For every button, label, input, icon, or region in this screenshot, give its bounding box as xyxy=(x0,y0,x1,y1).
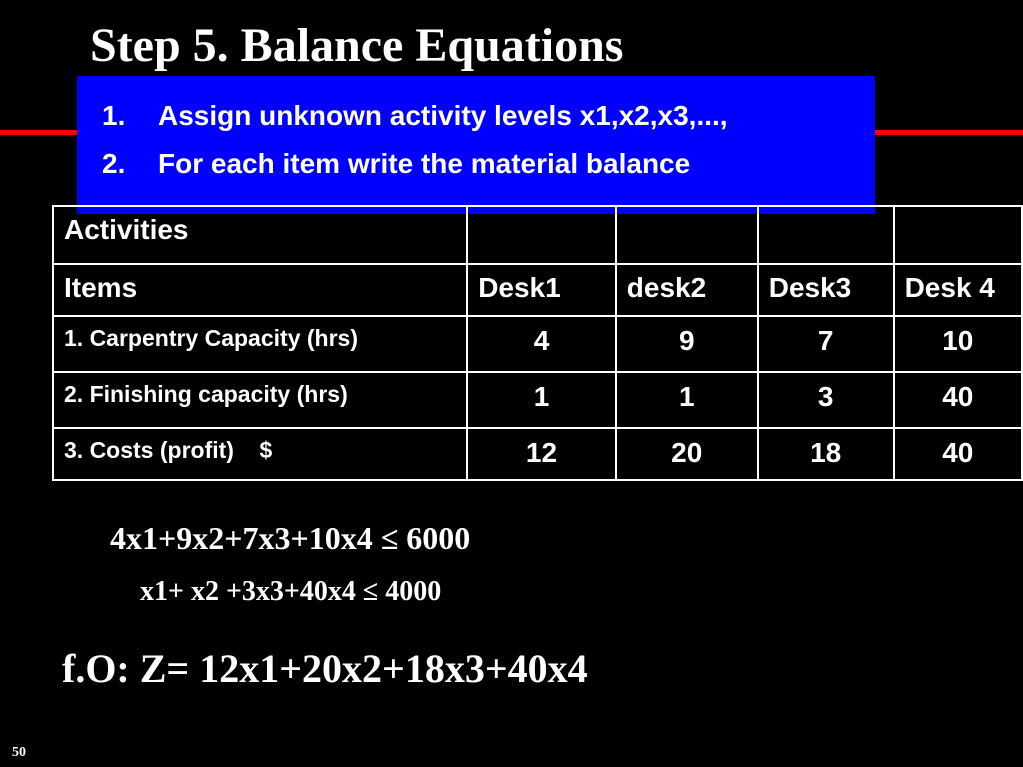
step-text: For each item write the material balance xyxy=(158,148,691,179)
step-item xyxy=(102,92,728,140)
step-item xyxy=(102,140,728,188)
row-label: 3. Costs (profit) $ xyxy=(53,428,467,480)
red-rule-right xyxy=(870,130,1023,135)
red-rule-left xyxy=(0,130,80,135)
column-header: Desk1 xyxy=(467,264,616,316)
activity-table xyxy=(52,205,1023,481)
row-label: 1. Carpentry Capacity (hrs) xyxy=(53,316,467,372)
activities-label: Activities xyxy=(53,206,467,264)
items-label: Items xyxy=(53,264,467,316)
slide-title: Step 5. Balance Equations xyxy=(90,19,624,72)
row-label: 2. Finishing capacity (hrs) xyxy=(53,372,467,428)
table-cell xyxy=(616,206,758,264)
table-cell: 1 xyxy=(616,372,758,428)
table-cell: 9 xyxy=(616,316,758,372)
constraint-equation-2: x1+ x2 +3x3+40x4 ≤ 4000 xyxy=(140,576,442,607)
steps-list xyxy=(102,92,728,188)
table-cell: 12 xyxy=(467,428,616,480)
table-cell: 3 xyxy=(758,372,894,428)
table-row xyxy=(53,316,1022,372)
table-cell: 1 xyxy=(467,372,616,428)
table-cell: 18 xyxy=(758,428,894,480)
step-number: 2. xyxy=(102,148,126,179)
table-cell xyxy=(467,206,616,264)
page-number: 50 xyxy=(12,745,26,760)
table-cell: 7 xyxy=(758,316,894,372)
objective-function: f.O: Z= 12x1+20x2+18x3+40x4 xyxy=(62,646,588,691)
table-row xyxy=(53,428,1022,480)
table-cell: 40 xyxy=(894,372,1022,428)
table-row xyxy=(53,372,1022,428)
table-cell: 10 xyxy=(894,316,1022,372)
table-row-activities xyxy=(53,206,1022,264)
constraint-equation-1: 4x1+9x2+7x3+10x4 ≤ 6000 xyxy=(110,520,471,556)
table-cell: 4 xyxy=(467,316,616,372)
step-number: 1. xyxy=(102,100,126,131)
column-header: Desk 4 xyxy=(894,264,1022,316)
table-cell: 40 xyxy=(894,428,1022,480)
table-cell xyxy=(758,206,894,264)
table-cell: 20 xyxy=(616,428,758,480)
table-cell xyxy=(894,206,1022,264)
table-row-items xyxy=(53,264,1022,316)
column-header: Desk3 xyxy=(758,264,894,316)
step-text: Assign unknown activity levels x1,x2,x3,..., xyxy=(158,100,728,131)
column-header: desk2 xyxy=(616,264,758,316)
